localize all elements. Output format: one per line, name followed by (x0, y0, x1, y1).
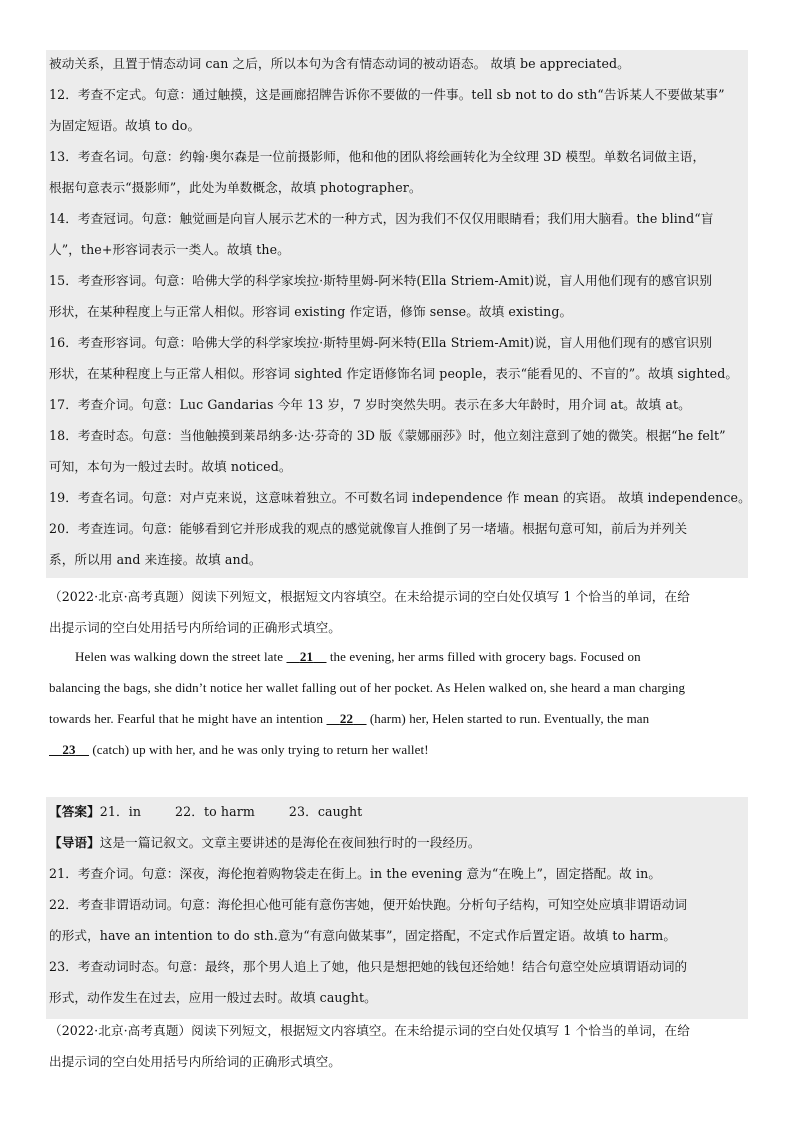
text-line: 13．考查名词。句意：约翰·奥尔森是一位前摄影师，他和他的团队将绘画转化为全纹理 3D 模型。单数名词做主语， (49, 149, 706, 164)
text-line: 形式，动作发生在过去，应用一般过去时。故填 caught。 (49, 990, 377, 1005)
text-line: 人”，the+形容词表示一类人。故填 the。 (49, 242, 290, 257)
text-line: 的形式，have an intention to do sth.意为“有意向做某事”，固定搭配，不定式作后置定语。故填 to harm。 (49, 928, 677, 943)
text-line: 15．考查形容词。句意：哈佛大学的科学家埃拉·斯特里姆-阿米特(Ella Striem-Amit)说，盲人用他们现有的感官识别 (49, 273, 713, 288)
text-line: 18．考查时态。句意：当他触摸到莱昂纳多·达·芬奇的 3D 版《蒙娜丽莎》时，他立刻注意到了她的微笑。根据“he felt” (49, 428, 726, 443)
text-line: 为固定短语。故填 to do。 (49, 118, 201, 133)
instruction-line: （2022·北京·高考真题）阅读下列短文，根据短文内容填空。在未给提示词的空白处仅填写 1 个恰当的单词，在给 (49, 589, 690, 604)
answer-line: 【答案】21．in 22．to harm 23．caught (49, 804, 363, 819)
passage-line: 23 (catch) up with her, and he was only trying to return her wallet! (49, 741, 747, 759)
instruction-line: 出提示词的空白处用括号内所给词的正确形式填空。 (49, 1054, 341, 1069)
text-line: 16．考查形容词。句意：哈佛大学的科学家埃拉·斯特里姆-阿米特(Ella Striem-Amit)说，盲人用他们现有的感官识别 (49, 335, 713, 350)
blank-23[interactable]: 23 (62, 742, 76, 757)
text-line: 19．考查名词。句意：对卢克来说，这意味着独立。不可数名词 independence 作 mean 的宾语。 故填 independence。 (49, 490, 751, 505)
guide-tag: 【导语】 (49, 835, 100, 850)
text-line: 22．考查非谓语动词。句意：海伦担心他可能有意伤害她，便开始快跑。分析句子结构，可知空处应填非谓语动词 (49, 897, 688, 912)
blank-21[interactable]: 21 (299, 649, 314, 664)
text-line: 23．考查动词时态。句意：最终，那个男人追上了她，他只是想把她的钱包还给她！结合句意空处应填谓语动词的 (49, 959, 688, 974)
instruction-line: 出提示词的空白处用括号内所给词的正确形式填空。 (49, 620, 341, 635)
text-line: 形状，在某种程度上与正常人相似。形容词 sighted 作定语修饰名词 people，表示“能看见的、不盲的”。故填 sighted。 (49, 366, 739, 381)
text-line: 21．考查介词。句意：深夜，海伦抱着购物袋走在街上。in the evening 意为“在晚上”，固定搭配。故 in。 (49, 866, 662, 881)
text-line: 20．考查连词。句意：能够看到它并形成我的观点的感觉就像盲人推倒了另一堵墙。根据句意可知，前后为并列关 (49, 521, 688, 536)
passage-line: Helen was walking down the street late 21 the evening, her arms filled with grocery bags. Focused on (75, 649, 641, 664)
guide-line: 【导语】这是一篇记叙文。文章主要讲述的是海伦在夜间独行时的一段经历。 (49, 835, 481, 850)
text-line: 形状，在某种程度上与正常人相似。形容词 existing 作定语，修饰 sense。故填 existing。 (49, 304, 573, 319)
text-line: 被动关系，且置于情态动词 can 之后，所以本句为含有情态动词的被动语态。 故填 be appreciated。 (49, 56, 630, 71)
text-line: 根据句意表示“摄影师”，此处为单数概念，故填 photographer。 (49, 180, 422, 195)
instruction-line: （2022·北京·高考真题）阅读下列短文，根据短文内容填空。在未给提示词的空白处仅填写 1 个恰当的单词，在给 (49, 1023, 690, 1038)
text-line: 12．考查不定式。句意：通过触摸，这是画廊招牌告诉你不要做的一件事。tell sb not to do sth“告诉某人不要做某事” (49, 87, 725, 102)
text-line: 可知，本句为一般过去时。故填 noticed。 (49, 459, 292, 474)
text-line: 系，所以用 and 来连接。故填 and。 (49, 552, 262, 567)
text-line: 17．考查介词。句意：Luc Gandarias 今年 13 岁，7 岁时突然失明。表示在多大年龄时，用介词 at。故填 at。 (49, 397, 691, 412)
answer-tag: 【答案】 (49, 804, 100, 819)
passage-line: balancing the bags, she didn’t notice her wallet falling out of her pocket. As Helen walked on, she heard a man charging (49, 680, 686, 695)
passage-line: towards her. Fearful that he might have an intention 22 (harm) her, Helen started to run. Eventually, the man (49, 711, 650, 726)
blank-22[interactable]: 22 (339, 711, 354, 726)
text-line: 14．考查冠词。句意：触觉画是向盲人展示艺术的一种方式，因为我们不仅仅用眼睛看；我们用大脑看。the blind“盲 (49, 211, 714, 226)
